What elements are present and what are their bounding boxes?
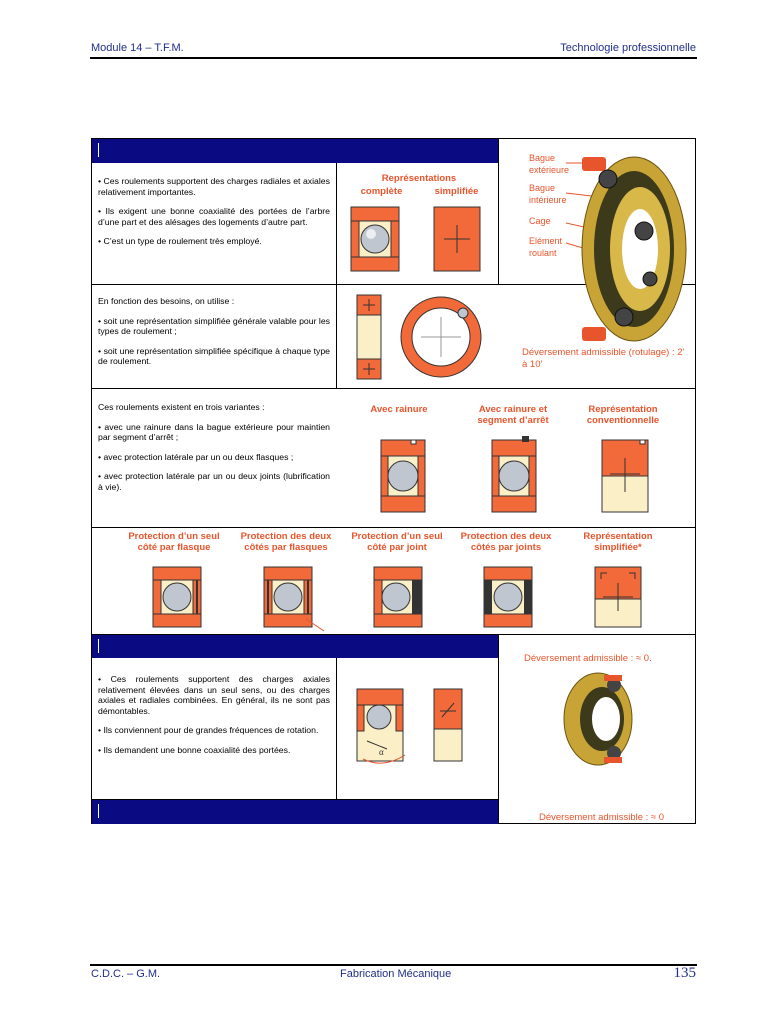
section2-text <box>98 296 330 376</box>
section-title-band <box>92 635 498 658</box>
repr-title: Représentations <box>381 173 457 184</box>
variant-label: Avec rainure et segment d’arrêt <box>477 404 549 426</box>
bullet: • soit une représentation simplifiée générale valable pour les types de roulement ; <box>98 315 330 336</box>
grid-line <box>336 163 337 388</box>
label-element-roulant: Elément roulant <box>529 236 563 258</box>
bearing-groove-ring-drawing <box>492 440 536 520</box>
section5-text <box>98 674 330 764</box>
bullet: • Ces roulements supportent des charges axiales relativement élevées dans un seul sens, ou des charges axiales et radiales combinées. En général, ils ne sont pas démontables. <box>98 674 330 716</box>
header-right: Technologie professionnelle <box>560 42 696 54</box>
simplified-star-repr-drawing <box>595 567 641 631</box>
footer-center: Fabrication Mécanique <box>340 968 452 980</box>
footer-rule <box>90 964 697 966</box>
label-bague-exterieure: Bague extérieure <box>529 153 570 175</box>
variant-label: Protection d’un seul côté par joint <box>351 531 443 553</box>
variant-label: Protection des deux côtés par flasques <box>240 531 332 553</box>
bullet: • avec une rainure dans la bague extérieure pour maintien par segment d’arrêt ; <box>98 421 330 442</box>
intro: Ces roulements existent en trois variantes : <box>98 402 265 412</box>
bullet: • Ils demandent une bonne coaxialité des portées. <box>98 744 291 755</box>
bullet: • Ils conviennent pour de grandes fréquences de rotation. <box>98 725 319 735</box>
angular-bearing-photo <box>562 667 642 767</box>
bearing-joint-two-drawing <box>484 567 532 631</box>
angular-simplified-drawing <box>434 689 464 769</box>
label-bague-interieure: Bague intérieure <box>529 183 567 205</box>
section1-note: Déversement admissible (rotulage) : 2’ à 10’ <box>522 347 685 370</box>
section-title-band <box>92 800 498 824</box>
variant-label: Représentation simplifiée* <box>583 531 653 553</box>
variant-label: Avec rainure <box>370 404 428 415</box>
variant-label: Protection des deux côtés par joints <box>460 531 552 553</box>
section3-text <box>98 402 330 501</box>
footer-left: C.D.C. – G.M. <box>91 968 161 980</box>
repr-complete-label: complète <box>360 186 403 197</box>
grid-line <box>92 388 696 389</box>
bullet: • Ces roulements supportent des charges radiales et axiales relativement importantes. <box>98 176 330 197</box>
grid-line <box>336 658 337 800</box>
bullet: • soit une représentation simplifiée spécifique à chaque type de roulement. <box>98 345 330 366</box>
bullet: • C’est un type de roulement très employé. <box>98 236 262 246</box>
grid-line <box>92 527 696 528</box>
bullet: • avec protection latérale par un ou deux joints (lubrification à vie). <box>98 471 330 492</box>
bearing-flasque-one-drawing <box>153 567 201 631</box>
header-left: Module 14 – T.F.M. <box>91 42 184 54</box>
bearing-table <box>91 138 696 824</box>
repr-simplified-label: simplifiée <box>434 186 479 197</box>
bullet: • avec protection latérale par un ou deux flasques ; <box>98 451 294 462</box>
header-rule <box>90 57 697 59</box>
section1-text <box>98 176 330 256</box>
bearing-groove-drawing <box>381 440 425 520</box>
section5-note: Déversement admissible : ≈ 0. <box>524 653 652 664</box>
intro: En fonction des besoins, on utilise : <box>98 296 235 306</box>
section-title-band <box>92 139 498 163</box>
section6-note: Déversement admissible : ≈ 0 <box>539 812 665 823</box>
bearing-flasque-two-drawing <box>264 567 324 631</box>
simplified-general-drawing <box>357 295 487 381</box>
bearing-joint-one-drawing <box>374 567 422 631</box>
angle-label: α <box>379 747 384 757</box>
bearing-photo <box>574 157 684 347</box>
page-number: 135 <box>673 965 696 981</box>
bearing-complete-drawing <box>351 207 399 283</box>
bearing-simplified-drawing <box>434 207 480 283</box>
variant-label: Protection d’un seul côté par flasque <box>128 531 220 553</box>
label-cage: Cage <box>529 216 551 226</box>
grid-line <box>498 139 499 284</box>
conventional-repr-drawing <box>602 440 648 520</box>
bullet: • Ils exigent une bonne coaxialité des portées de l’arbre d’une part et des alésages des logements d’autre part. <box>98 206 330 227</box>
grid-line <box>498 634 499 824</box>
variant-label: Représentation conventionnelle <box>586 404 660 426</box>
angular-bearing-drawing <box>357 689 409 769</box>
